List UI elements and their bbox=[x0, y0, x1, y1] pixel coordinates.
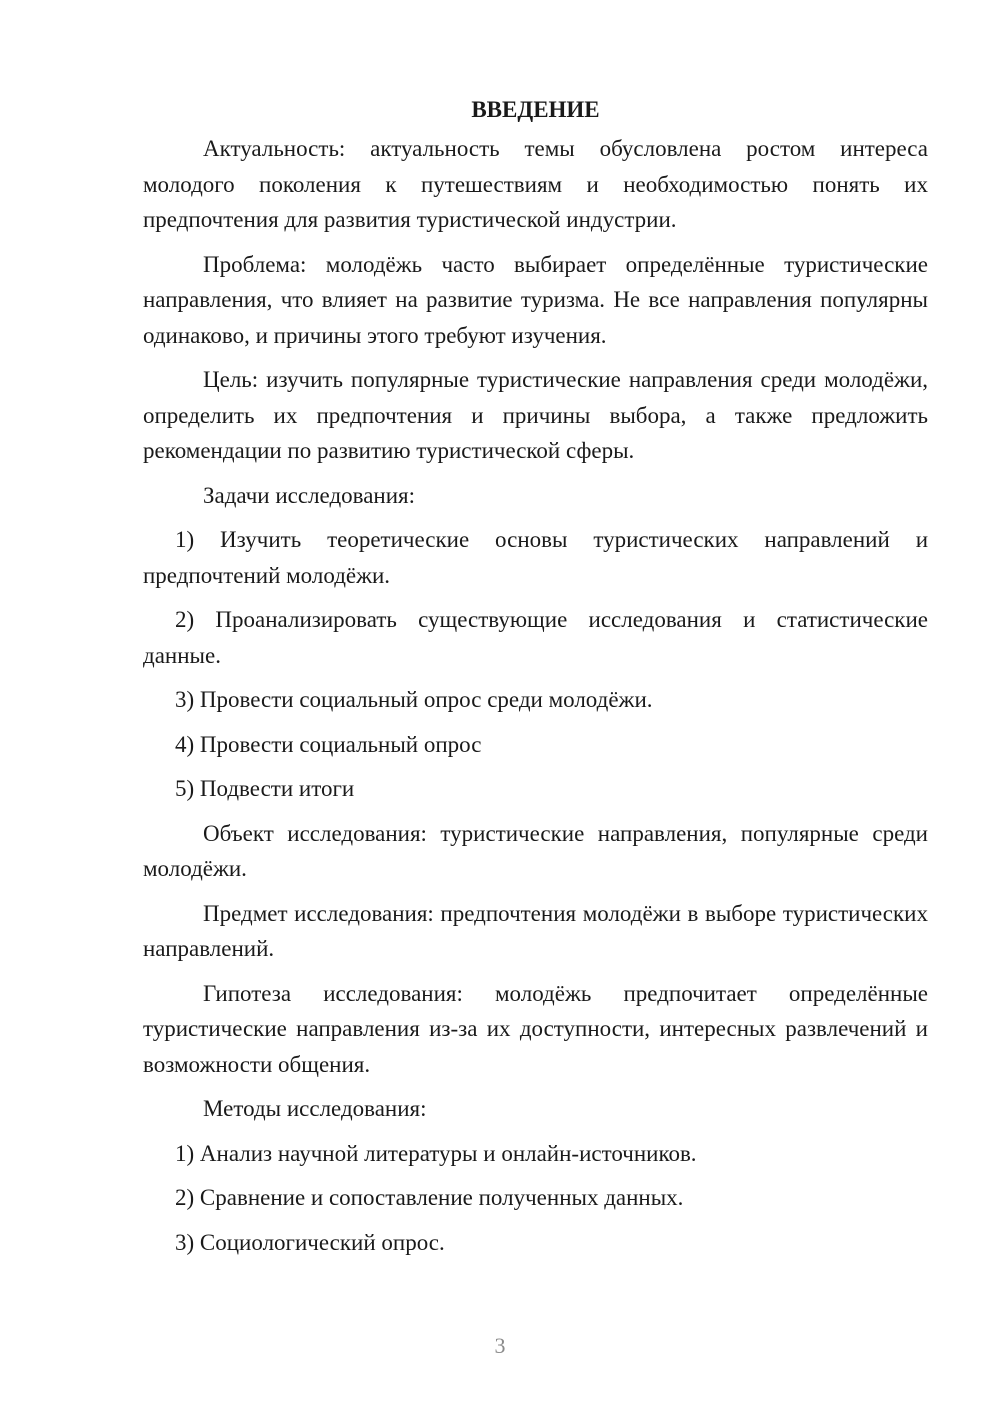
methods-title: Методы исследования: bbox=[203, 1096, 427, 1121]
method-item-1: 1) Анализ научной литературы и онлайн-источников. bbox=[175, 1140, 697, 1166]
page-content bbox=[143, 92, 928, 1269]
task-item-1: 1) Изучить теоретические основы туристических направлений и предпочтений молодёжи. bbox=[143, 527, 928, 588]
method-item-3: 3) Социологический опрос. bbox=[175, 1229, 445, 1255]
paragraph-relevance: Актуальность: актуальность темы обусловлена ростом интереса молодого поколения к путешествиям и необходимостью понять их предпочтения для развития туристической индустрии. bbox=[143, 136, 928, 232]
paragraph-hypothesis: Гипотеза исследования: молодёжь предпочитает определённые туристические направления из-за их доступности, интересных развлечений и возможности общения. bbox=[143, 980, 928, 1077]
paragraph-object: Объект исследования: туристические направления, популярные среди молодёжи. bbox=[143, 820, 928, 881]
method-item-2: 2) Сравнение и сопоставление полученных данных. bbox=[175, 1185, 684, 1210]
task-item-2: 2) Проанализировать существующие исследования и статистические данные. bbox=[143, 607, 928, 668]
task-item-3: 3) Провести социальный опрос среди молодёжи. bbox=[175, 687, 653, 712]
paragraph-problem: Проблема: молодёжь часто выбирает определённые туристические направления, что влияет на развитие туризма. Не все направления популярны одинаково, и причины этого требуют изучения. bbox=[143, 251, 928, 348]
task-item-4: 4) Провести социальный опрос bbox=[175, 731, 482, 757]
task-item-5: 5) Подвести итоги bbox=[175, 776, 355, 801]
page-number: 3 bbox=[494, 1333, 506, 1358]
paragraph-subject: Предмет исследования: предпочтения молодёжи в выборе туристических направлений. bbox=[143, 900, 928, 961]
paragraph-goal: Цель: изучить популярные туристические направления среди молодёжи, определить их предпочтения и причины выбора, а также предложить рекомендации по развитию туристической сферы. bbox=[143, 367, 928, 463]
section-heading: ВВЕДЕНИЕ bbox=[471, 97, 600, 122]
tasks-title: Задачи исследования: bbox=[203, 482, 416, 508]
